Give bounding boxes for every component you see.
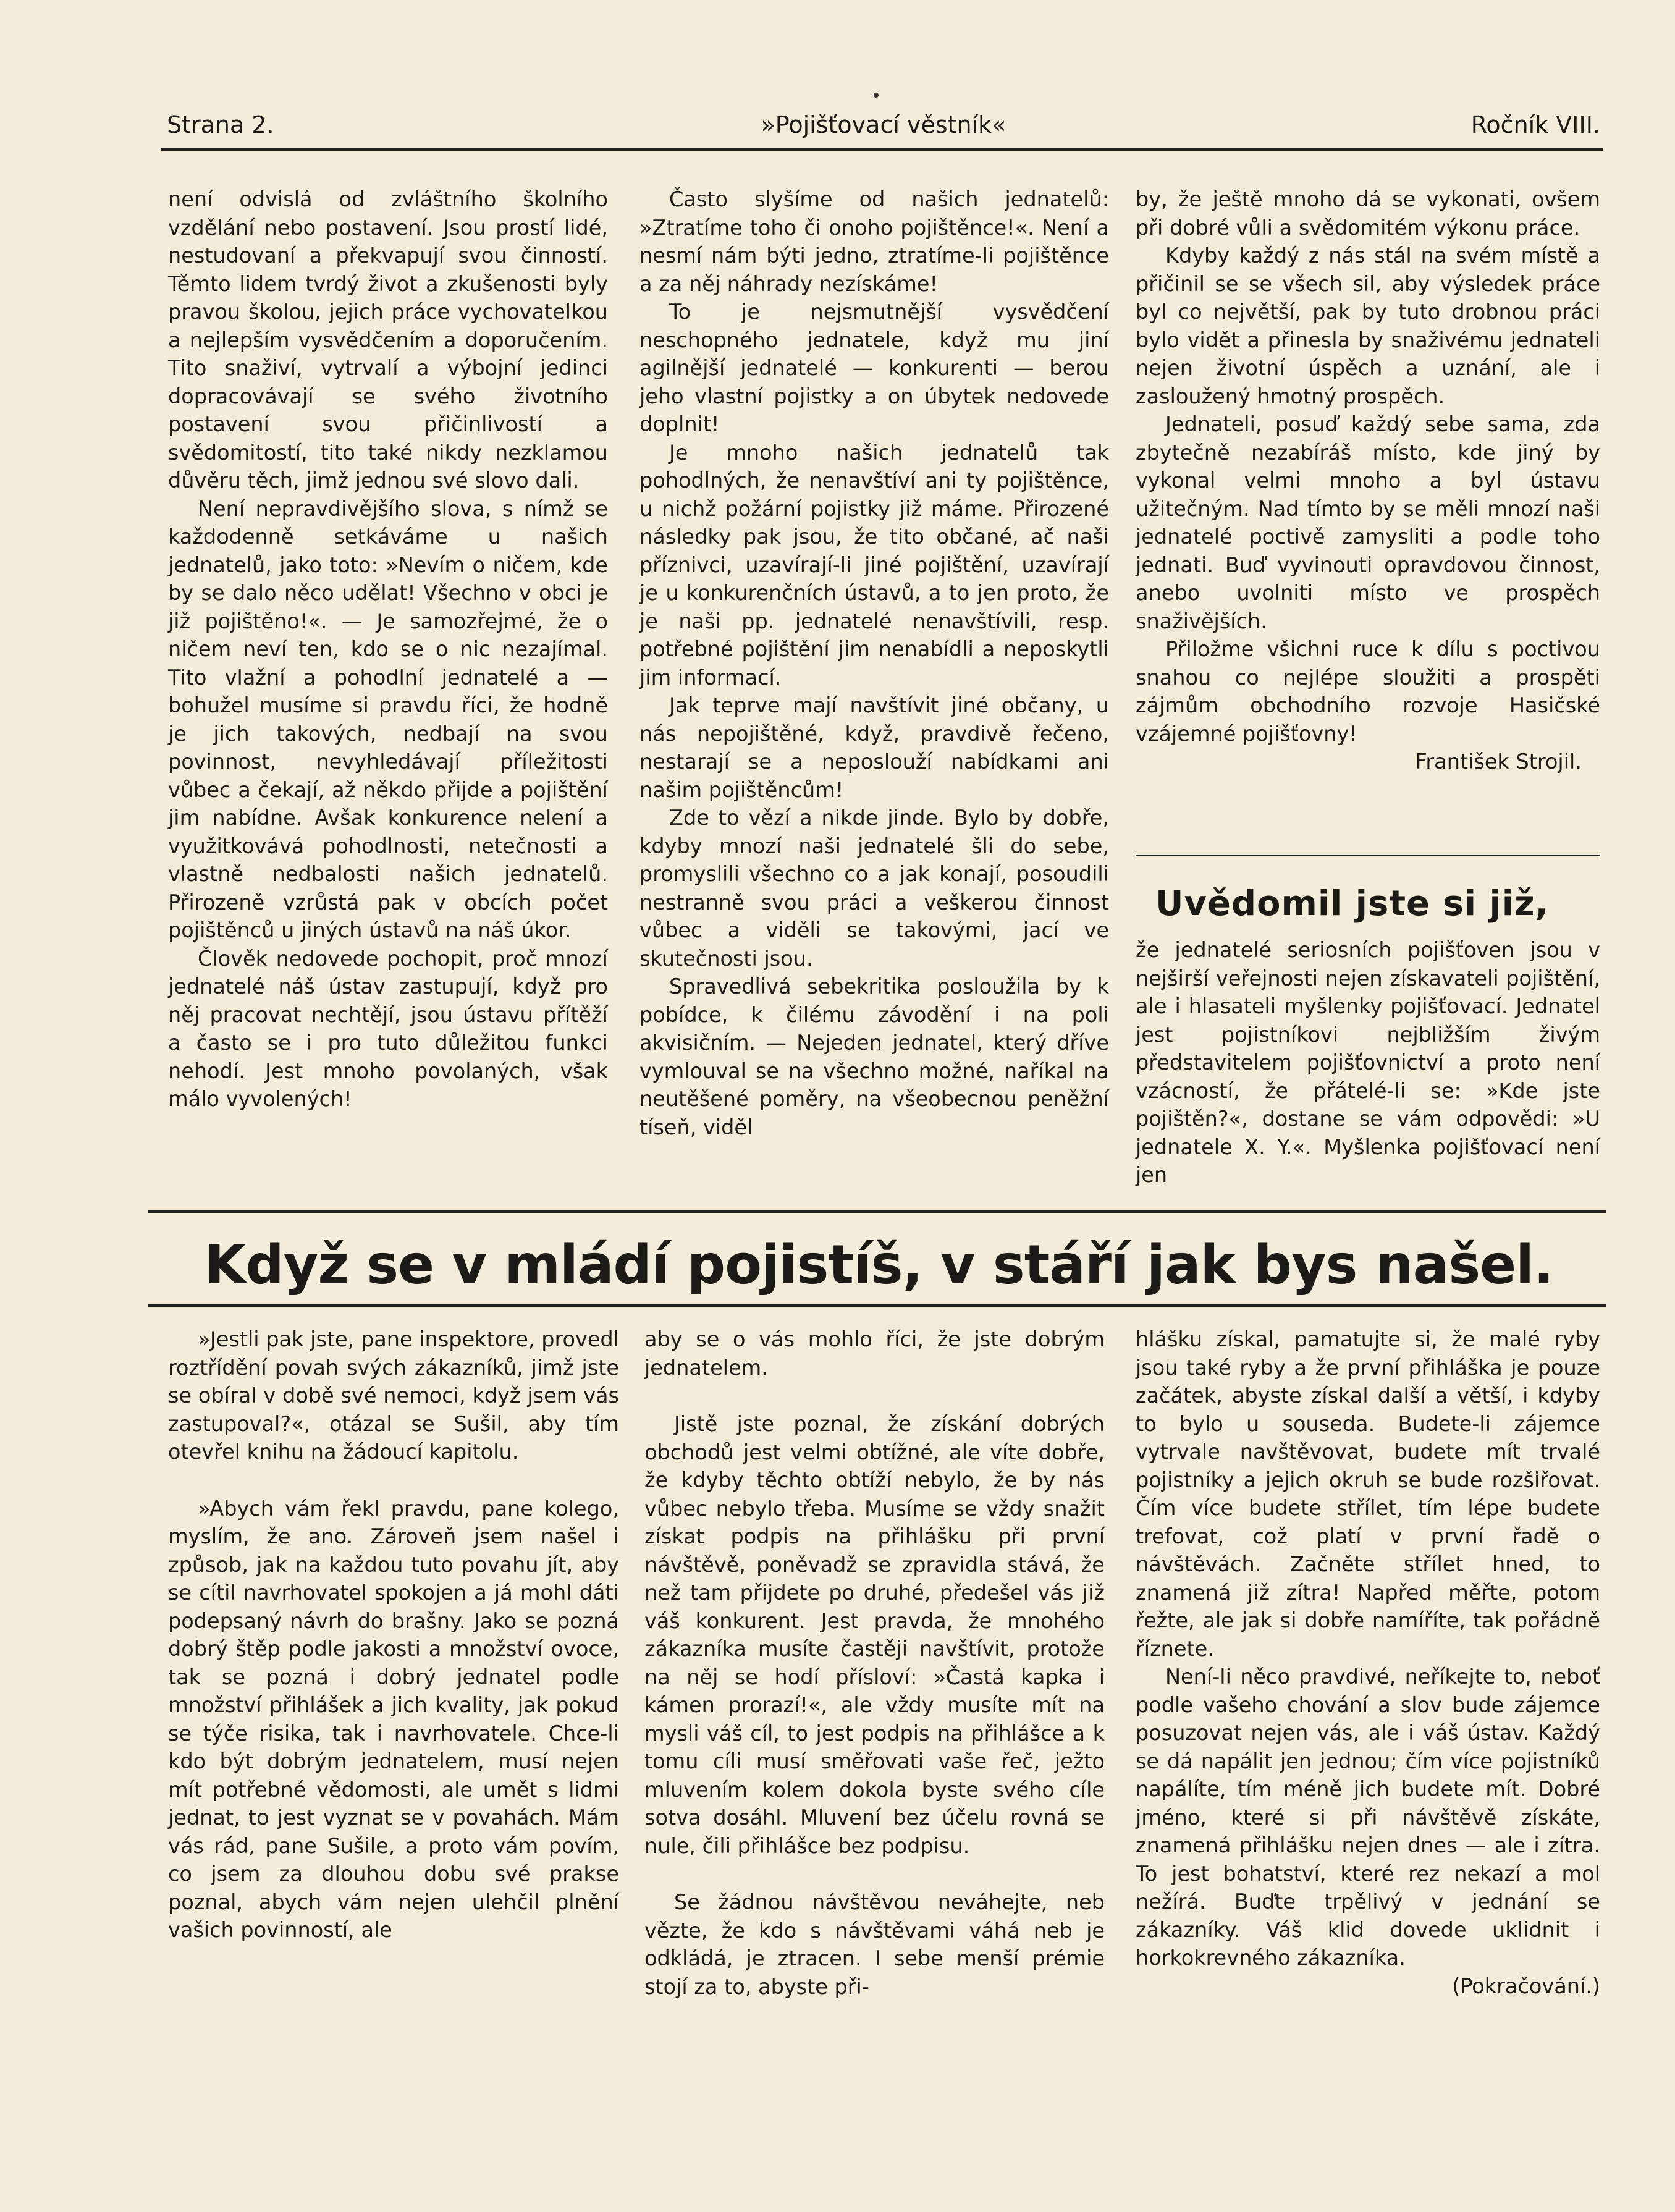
article-headline: Když se v mládí pojistíš, v stáří jak bys našel.	[204, 1233, 1554, 1296]
article2-column3	[1136, 1325, 1600, 2000]
paragraph: To je nejsmutnější vysvědčení neschopného jednatele, když mu jiní agilnější jednatelé — konkurenti — berou jeho vlastní pojistky a on úbytek nedovede doplnit!	[639, 300, 1109, 436]
article2-column1	[168, 1325, 619, 1944]
box-title: Uvědomil jste si již,	[1155, 884, 1549, 924]
paragraph: že jednatelé seriosních pojišťoven jsou v nejširší veřejnosti nejen získavateli pojištění, ale i hlasateli myšlenky pojišťovací. Jednatel jest pojistníkovi nejbližším živým představitelem pojišťovnictví a proto není vzácností, že přátelé-li se: »Kde jste pojištěn?«, dostane se vám odpovědi: »U jednatele X. Y.«. Myšlenka pojišťovací není jen	[1136, 938, 1600, 1187]
paragraph: Spravedlivá sebekritika posloužila by k pobídce, k čilému závodění i na poli akvisičním. — Nejeden jednatel, který dříve vymlouval se na všechno možné, naříkal na neutěšené poměry, na všeobecnou peněžní tíseň, viděl	[639, 974, 1109, 1139]
paragraph: Není nepravdivějšího slova, s nímž se každodenně setkáváme u našich jednatelů, jako toto: »Nevím o ničem, kde by se dalo něco udělat! Všechno v obci je již pojištěno!«. — Je samozřejmé, že o ničem neví ten, kdo se o nic nezajímal. Tito vlažní a pohodlní jednatelé a — bohužel musíme si pravdu říci, že hodně je jich takových, nedbají na svou povinnost, nevyhledávají příležitosti vůbec a čekají, až někdo přijde a pojištění jim nabídne. Avšak konkurence nelení a využitkovává pohodlnosti, netečnosti a vlastně nedbalosti našich jednatelů. Přirozeně vzrůstá pak v obcích počet pojištěnců u jiných ústavů na náš úkor.	[168, 496, 608, 942]
paragraph: Často slyšíme od našich jednatelů: »Ztratíme toho či onoho pojištěnce!«. Není a nesmí nám býti jedno, ztratíme-li pojištěnce a za něj náhrady nezískáme!	[639, 187, 1109, 296]
article1-column1	[168, 185, 608, 1113]
page-header	[167, 111, 1600, 143]
header-rule	[161, 148, 1603, 151]
box-rule	[1136, 855, 1600, 856]
continuation-note: (Pokračování.)	[1452, 1973, 1600, 1998]
paragraph: Jak teprve mají navštívit jiné občany, u nás nepojištěné, když, pravdivě řečeno, nestarají se a neposlouží nabídkami ani našim pojištěncům!	[639, 693, 1109, 802]
paragraph: hlášku získal, pamatujte si, že malé ryby jsou také ryby a že první přihláška je pouze začátek, abyste získal další a větší, i kdyby to bylo u souseda. Budete-li zájemce vytrvale navštěvovat, budete mít trvalé pojistníky a jejich okruh se bude rozšiřovat. Čím více budete střílet, tím lépe budete trefovat, což platí v první řadě o návštěvách. Začněte střílet hned, to znamená již zítra! Napřed měřte, potom řežte, ale jak si dobře namíříte, tak pořádně říznete.	[1136, 1327, 1600, 1661]
page-number: Strana 2.	[167, 111, 274, 138]
paragraph: Není-li něco pravdivé, neříkejte to, neboť podle vašeho chování a slov bude zájemce posuzovat nejen vás, ale i váš ústav. Každý se dá napálit jen jednou; čím více pojistníků napálíte, tím méně jich budete mít. Dobré jméno, které si při návštěvě získáte, znamená přihlášku nejen dnes — ale i zítra. To jest bohatství, které rez nekazí a mol nežírá. Buďte trpělivý v jednání se zákazníky. Váš klid dovede uklidnit i horkokrevného zákazníka.	[1136, 1665, 1600, 1970]
paragraph: Zde to vězí a nikde jinde. Bylo by dobře, kdyby mnozí naši jednatelé šli do sebe, promyslili všechno co a jak konají, posoudili nestranně svou práci a veškerou činnost vůbec a viděli se takovými, jací ve skutečnosti jsou.	[639, 806, 1109, 971]
paragraph: »Abych vám řekl pravdu, pane kolego, myslím, že ano. Zároveň jsem našel i způsob, jak na každou tuto povahu jít, aby se cítil navrhovatel spokojen a já mohl dáti podepsaný návrh do brašny. Jako se pozná dobrý štěp podle jakosti a množství ovoce, tak se pozná i dobrý jednatel podle množství přihlášek a jich kvality, jak pokud se týče risika, tak i navrhovatele. Chce-li kdo být dobrým jednatelem, musí nejen mít potřebné vědomosti, ale umět s lidmi jednat, to jest vyznat se v povahách. Mám vás rád, pane Sušile, a proto vám povím, co jsem za dlouhou dobu své prakse poznal, abych vám nejen ulehčil plnění vašich povinností, ale	[168, 1496, 619, 1942]
article1-column3	[1136, 185, 1600, 776]
paragraph: »Jestli pak jste, pane inspektore, provedl roztřídění povah svých zákazníků, jimž jste se obíral v době své nemoci, když jsem vás zastupoval?«, otázal se Sušil, aby tím otevřel knihu na žádoucí kapitolu.	[168, 1327, 619, 1464]
publication-title: »Pojišťovací věstník«	[761, 111, 1006, 138]
article1-column2	[639, 185, 1109, 1141]
ink-dot	[874, 93, 879, 98]
paragraph: Jistě jste poznal, že získání dobrých obchodů jest velmi obtížné, ale víte dobře, že kdyby těchto obtíží nebylo, že by nás vůbec nebylo třeba. Musíme se vždy snažit získat podpis na přihlášku při první návštěvě, poněvadž se zpravidla stává, že než tam přijdete po druhé, předešel vás již váš konkurent. Jest pravda, že mnohého zákazníka musíte častěji navštívit, protože na něj se hodí přísloví: »Častá kapka i kámen prorazí!«, ale vždy musíte mít na mysli váš cíl, to jest podpis na přihlášce a k tomu cíli musí směřovati vaše řeč, ježto mluvením kolem dokola byste svého cíle sotva dosáhl. Mluvení bez účelu rovná se nule, čili přihlášce bez podpisu.	[644, 1412, 1105, 1858]
paragraph: není odvislá od zvláštního školního vzdělání nebo postavení. Jsou prostí lidé, nestudovaní a překvapují svou činností. Těmto lidem tvrdý život a zkušenosti byly pravou školou, jejich práce vychovatelkou a nejlepším vysvědčením a doporučením. Tito snaživí, vytrvalí a výbojní jedinci dopracovávají se svého životního postavení svou přičinlivostí a svědomitostí, tito také nikdy nezklamou důvěru těch, jimž jednou své slovo dali.	[168, 187, 608, 492]
paragraph: Je mnoho našich jednatelů tak pohodlných, že nenavštíví ani ty pojištěnce, u nichž požární pojistky již máme. Přirozené následky pak jsou, že tito občané, ač naši příznivci, uzavírají-li jiné pojištění, uzavírají je u konkurenčních ústavů, a to jen proto, že je naši pp. jednatelé nenavštívili, resp. potřebné pojištění jim nenabídli a neposkytli jim informací.	[639, 440, 1109, 690]
paragraph: Se žádnou návštěvou neváhejte, neb vězte, že kdo s návštěvami váhá neb je odkládá, je ztracen. I sebe menší prémie stojí za to, abyste při-	[644, 1890, 1105, 1999]
article2-column2	[644, 1325, 1105, 2001]
paragraph: Člověk nedovede pochopit, proč mnozí jednatelé náš ústav zastupují, když pro něj pracovat nechtějí, jsou ústavu přítěží a často se i pro tuto důležitou funkci nehodí. Jest mnoho povolaných, však málo vyvolených!	[168, 946, 608, 1111]
paragraph: Kdyby každý z nás stál na svém místě a přičinil se se všech sil, aby výsledek práce byl co největší, pak by tuto drobnou práci bylo vidět a přinesla by snaživému jednateli nejen životní úspěch a uznání, ale i zasloužený hmotný prospěch.	[1136, 243, 1600, 408]
box-text	[1136, 936, 1600, 1189]
headline-top-rule	[148, 1210, 1606, 1213]
paragraph: aby se o vás mohlo říci, že jste dobrým jednatelem.	[644, 1327, 1105, 1380]
paragraph: by, že ještě mnoho dá se vykonati, ovšem při dobré vůli a svědomitém výkonu práce.	[1136, 187, 1600, 240]
paragraph: Přiložme všichni ruce k dílu s poctivou snahou co nejlépe sloužiti a prospěti zájmům obchodního rozvoje Hasičské vzájemné pojišťovny!	[1136, 637, 1600, 746]
author-signature: František Strojil.	[1415, 749, 1582, 774]
volume-label: Ročník VIII.	[1470, 111, 1600, 138]
paragraph: Jednateli, posuď každý sebe sama, zda zbytečně nezabíráš místo, kde jiný by vykonal velmi mnoho a byl ústavu užitečným. Nad tímto by se měli mnozí naši jednatelé poctivě zamysliti a podle toho jednati. Buď vyvinouti opravdovou činnost, anebo uvolniti místo ve prospěch snaživějších.	[1136, 412, 1600, 633]
headline-bottom-rule	[148, 1304, 1606, 1307]
